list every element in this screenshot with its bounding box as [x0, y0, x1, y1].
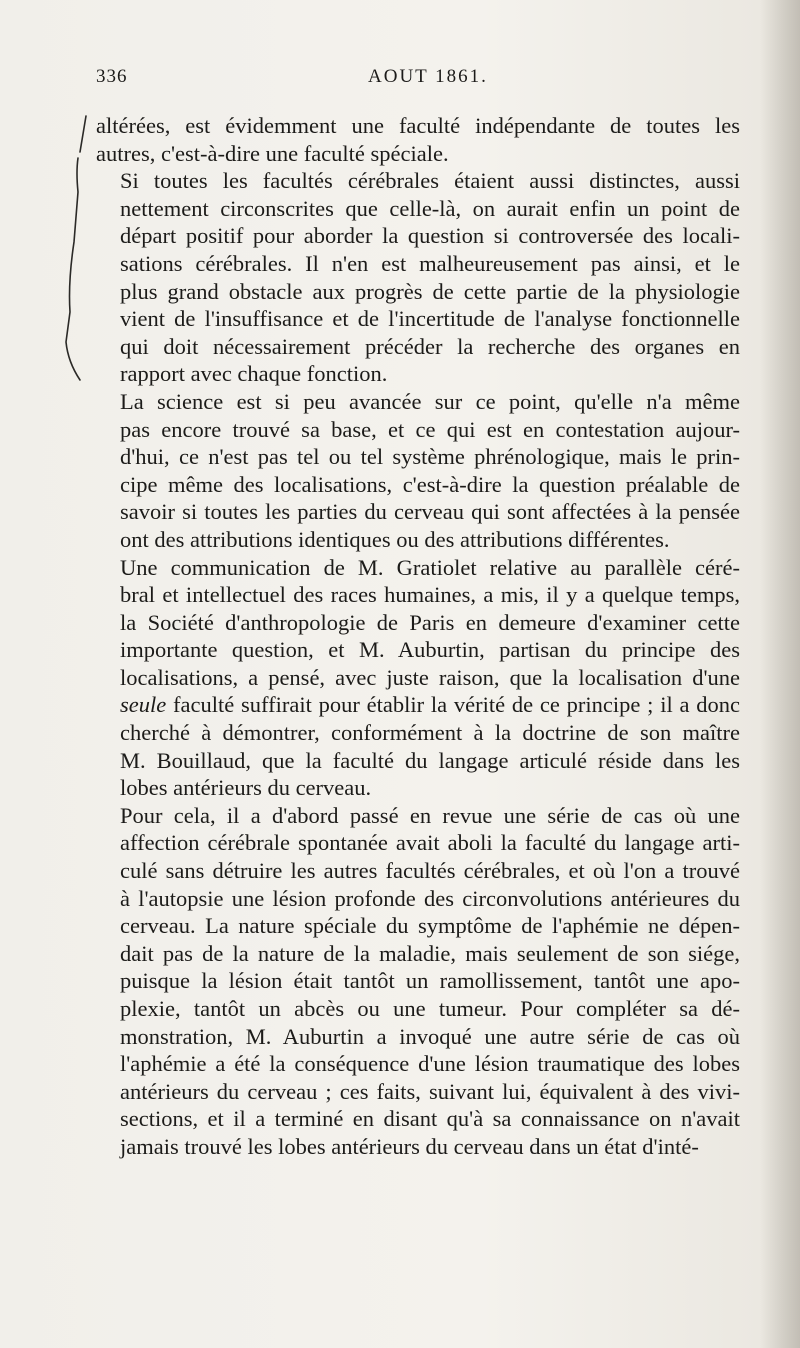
text-line: M. Bouillaud, que la faculté du langage articulé réside dans les — [120, 747, 740, 773]
text-line: pas encore trouvé sa base, et ce qui est en contestation aujour- — [120, 416, 740, 442]
text-line: Une communication de M. Gratiolet relative au parallèle céré- — [120, 554, 740, 580]
text-line: savoir si toutes les parties du cerveau qui sont affectées à la pensée — [120, 499, 740, 525]
text-line: plus grand obstacle aux progrès de cette partie de la physiologie — [120, 278, 740, 304]
text-line: plexie, tantôt un abcès ou une tumeur. Pour compléter sa dé- — [120, 996, 740, 1021]
text-line: culé sans détruire les autres facultés cérébrales, et où l'on a trouvé — [120, 858, 740, 884]
text-line: La science est si peu avancée sur ce point, qu'elle n'a même — [120, 388, 740, 414]
text-line: l'aphémie a été la conséquence d'une lésion traumatique des lobes — [120, 1051, 740, 1077]
text-line: à l'autopsie une lésion profonde des circonvolutions antérieures du — [120, 885, 740, 911]
text-line: monstration, M. Auburtin a invoqué une autre série de cas où — [120, 1023, 740, 1049]
page-gutter-shadow — [760, 0, 800, 1348]
paragraph — [96, 802, 740, 1161]
text-line: bral et intellectuel des races humaines, a mis, il y a quelque temps, — [120, 582, 740, 608]
text-line: Pour cela, il a d'abord passé en revue une série de cas où une — [120, 802, 740, 828]
text-line: rapport avec chaque fonction. — [120, 361, 388, 387]
text-line: autres, c'est-à-dire une faculté spéciale. — [96, 140, 449, 166]
paragraph — [96, 554, 740, 802]
text-line: nettement circonscrites que celle-là, on aurait enfin un point de — [120, 195, 740, 221]
text-line: Si toutes les facultés cérébrales étaient aussi distinctes, aussi — [120, 168, 740, 194]
text-line: départ positif pour aborder la question si controversée des locali- — [120, 223, 740, 249]
text-line: lobes antérieurs du cerveau. — [120, 775, 372, 801]
text-line: altérées, est évidemment une faculté indépendante de toutes les — [96, 113, 740, 138]
page-number: 336 — [96, 66, 128, 87]
text-line: d'hui, ce n'est pas tel ou tel système phrénologique, mais le prin- — [120, 444, 740, 470]
paragraph — [96, 167, 740, 388]
text-line: dait pas de la nature de la maladie, mais seulement de son siége, — [120, 940, 740, 966]
text-line: vient de l'insuffisance et de l'incertitude de l'analyse fonctionnelle — [120, 306, 740, 332]
body-text — [96, 112, 740, 1161]
text-line: affection cérébrale spontanée avait aboli la faculté du langage arti- — [120, 830, 740, 856]
paragraph — [96, 112, 740, 167]
text-line: ont des attributions identiques ou des attributions différentes. — [120, 526, 670, 552]
paragraph — [96, 388, 740, 554]
running-head — [96, 66, 738, 96]
text-line: seule faculté suffirait pour établir la vérité de ce principe ; il a donc — [120, 692, 740, 718]
text-line: cherché à démontrer, conformément à la doctrine de son maître — [120, 720, 740, 746]
text-line: jamais trouvé les lobes antérieurs du cerveau dans un état d'inté- — [120, 1133, 699, 1159]
text-line: puisque la lésion était tantôt un ramollissement, tantôt une apo- — [120, 968, 740, 994]
text-line: sations cérébrales. Il n'en est malheureusement pas ainsi, et le — [120, 250, 740, 276]
text-line: cerveau. La nature spéciale du symptôme de l'aphémie ne dépen- — [120, 913, 740, 939]
text-line: localisations, a pensé, avec juste raison, que la localisation d'une — [120, 664, 740, 690]
text-line: cipe même des localisations, c'est-à-dire la question préalable de — [120, 471, 740, 497]
running-title: AOUT 1861. — [368, 66, 488, 87]
text-line: antérieurs du cerveau ; ces faits, suivant lui, équivalent à des vivi- — [120, 1078, 740, 1104]
text-line: la Société d'anthropologie de Paris en demeure d'examiner cette — [120, 609, 740, 635]
handwritten-margin-bracket — [56, 112, 96, 382]
text-line: sections, et il a terminé en disant qu'à sa connaissance on n'avait — [120, 1106, 740, 1132]
text-line: importante question, et M. Auburtin, partisan du principe des — [120, 637, 740, 663]
text-line: qui doit nécessairement précéder la recherche des organes en — [120, 333, 740, 359]
